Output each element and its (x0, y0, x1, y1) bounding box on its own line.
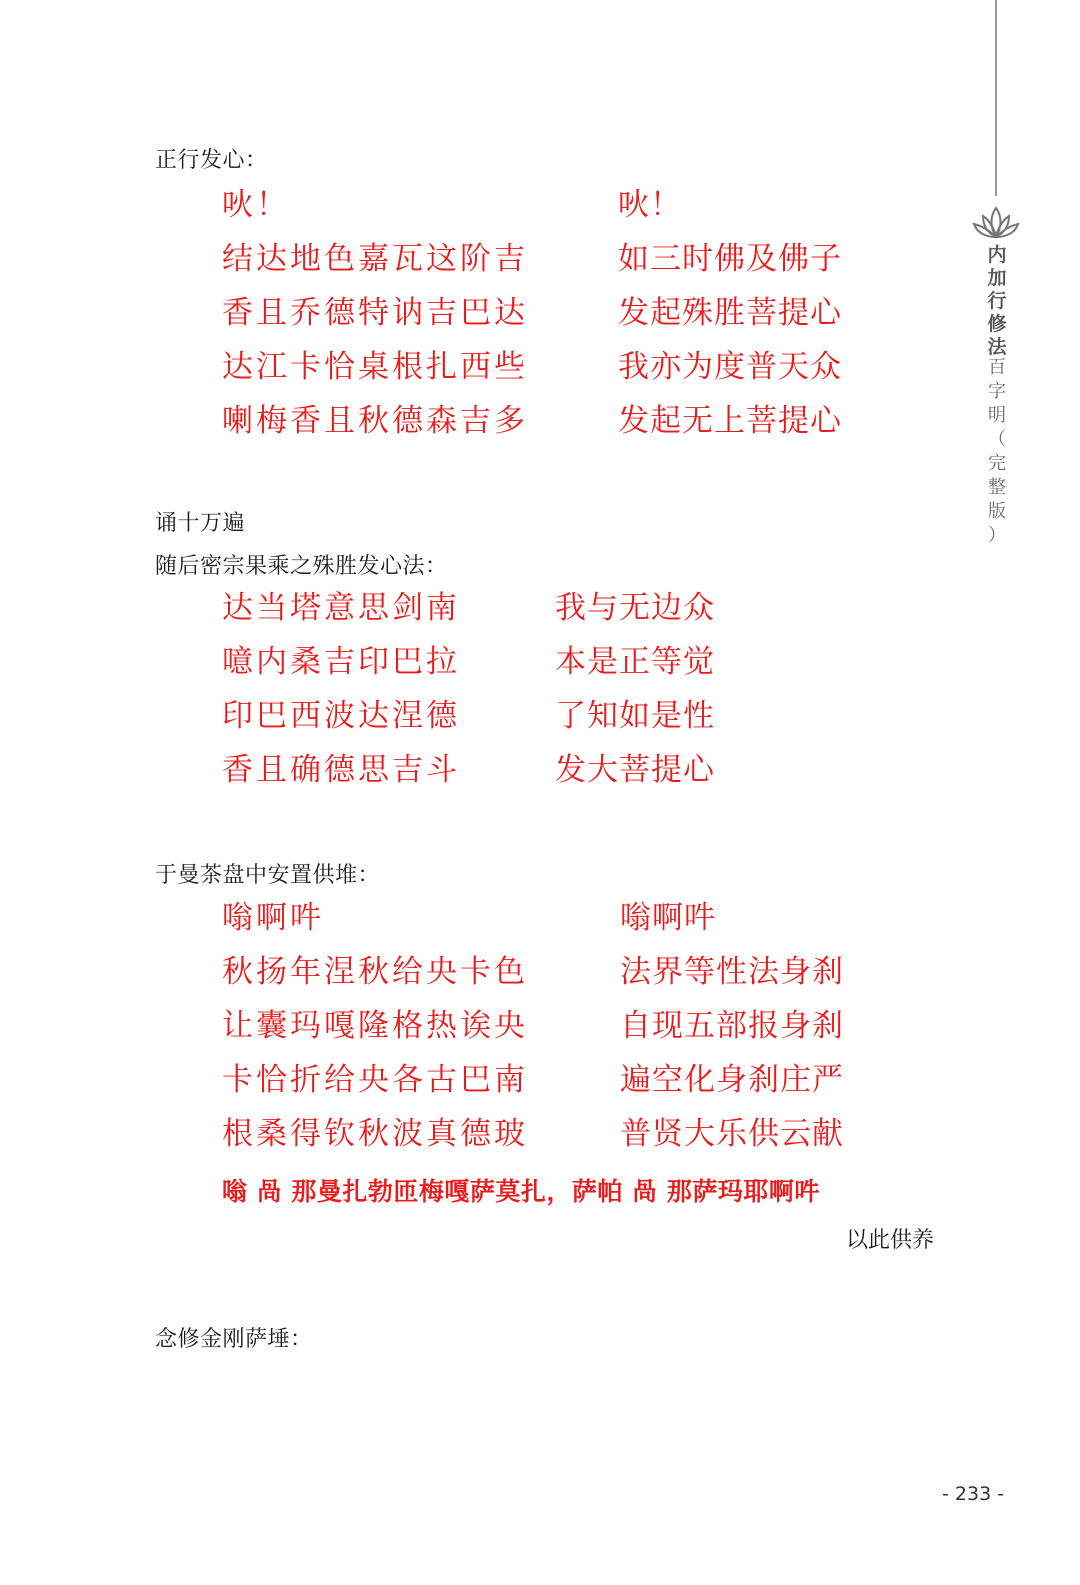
verse-phonetic-bodhicitta (222, 178, 528, 448)
verse-line: 如三时佛及佛子 (618, 241, 842, 277)
subtitle-char: 明 (988, 405, 1006, 426)
running-title: 内加行修法 (987, 244, 1007, 358)
verse-line: 自现五部报身刹 (620, 1008, 844, 1044)
verse-line: 让囊玛嘎隆格热诶央 (222, 1008, 528, 1044)
subtitle-char: 百 (988, 357, 1006, 378)
subtitle-char: 整 (988, 477, 1006, 498)
verse-line: 卡恰折给央各古巴南 (222, 1062, 528, 1098)
subtitle-char: 版 (988, 501, 1006, 522)
verse-line: 普贤大乐供云献 (620, 1116, 844, 1152)
page-number: - 233 - (942, 1483, 1005, 1505)
verse-line: 香且乔德特讷吉巴达 (222, 295, 528, 331)
subtitle-char: 完 (988, 453, 1006, 474)
verse-phonetic-recitation (222, 581, 460, 797)
verse-phonetic-mandala (222, 891, 528, 1161)
verse-line: 嗡啊吽 (222, 900, 324, 936)
section-heading-mandala: 于曼茶盘中安置供堆： (155, 863, 381, 888)
verse-line: 法界等性法身刹 (620, 954, 844, 990)
verse-line: 吙！ (618, 187, 682, 223)
lotus-icon (972, 206, 1020, 240)
subtitle-char: ） (988, 525, 1006, 546)
verse-line: 遍空化身刹庄严 (620, 1062, 844, 1098)
verse-line: 秋扬年涅秋给央卡色 (222, 954, 528, 990)
verse-line: 了知如是性 (555, 698, 715, 734)
verse-line: 我亦为度普天众 (618, 349, 842, 385)
verse-line: 发起殊胜菩提心 (618, 295, 842, 331)
running-subtitle (984, 356, 1010, 548)
recitation-count-note: 诵十万遍 (155, 511, 246, 536)
verse-line: 根桑得钦秋波真德玻 (222, 1116, 528, 1152)
verse-line: 嗡啊吽 (620, 900, 716, 936)
mandala-mantra: 嗡 咼 那曼扎勃匝梅嘎萨莫扎，萨帕 咼 那萨玛耶啊吽 (222, 1177, 820, 1206)
verse-line: 噫内桑吉印巴拉 (222, 644, 460, 680)
section-heading-bodhicitta: 正行发心： (155, 148, 268, 173)
verse-line: 我与无边众 (555, 590, 715, 626)
offering-note: 以此供养 (845, 1228, 934, 1253)
verse-line: 香且确德思吉斗 (222, 752, 460, 788)
verse-line: 结达地色嘉瓦这阶吉 (222, 241, 528, 277)
verse-line: 发大菩提心 (555, 752, 715, 788)
verse-line: 发起无上菩提心 (618, 403, 842, 439)
verse-meaning-recitation (555, 581, 715, 797)
verse-line: 达当塔意思剑南 (222, 590, 460, 626)
verse-line: 达江卡恰桌根扎西些 (222, 349, 528, 385)
margin-rule (995, 0, 997, 196)
section-heading-recitation: 随后密宗果乘之殊胜发心法： (155, 554, 448, 579)
verse-line: 本是正等觉 (555, 644, 715, 680)
verse-meaning-bodhicitta (618, 178, 842, 448)
verse-line: 印巴西波达涅德 (222, 698, 460, 734)
subtitle-char: 字 (988, 381, 1006, 402)
verse-line: 吙！ (222, 187, 290, 223)
section-heading-vajrasattva: 念修金刚萨埵： (155, 1327, 313, 1352)
verse-line: 喇梅香且秋德森吉多 (222, 403, 528, 439)
subtitle-char: （ (988, 429, 1006, 450)
verse-meaning-mandala (620, 891, 844, 1161)
